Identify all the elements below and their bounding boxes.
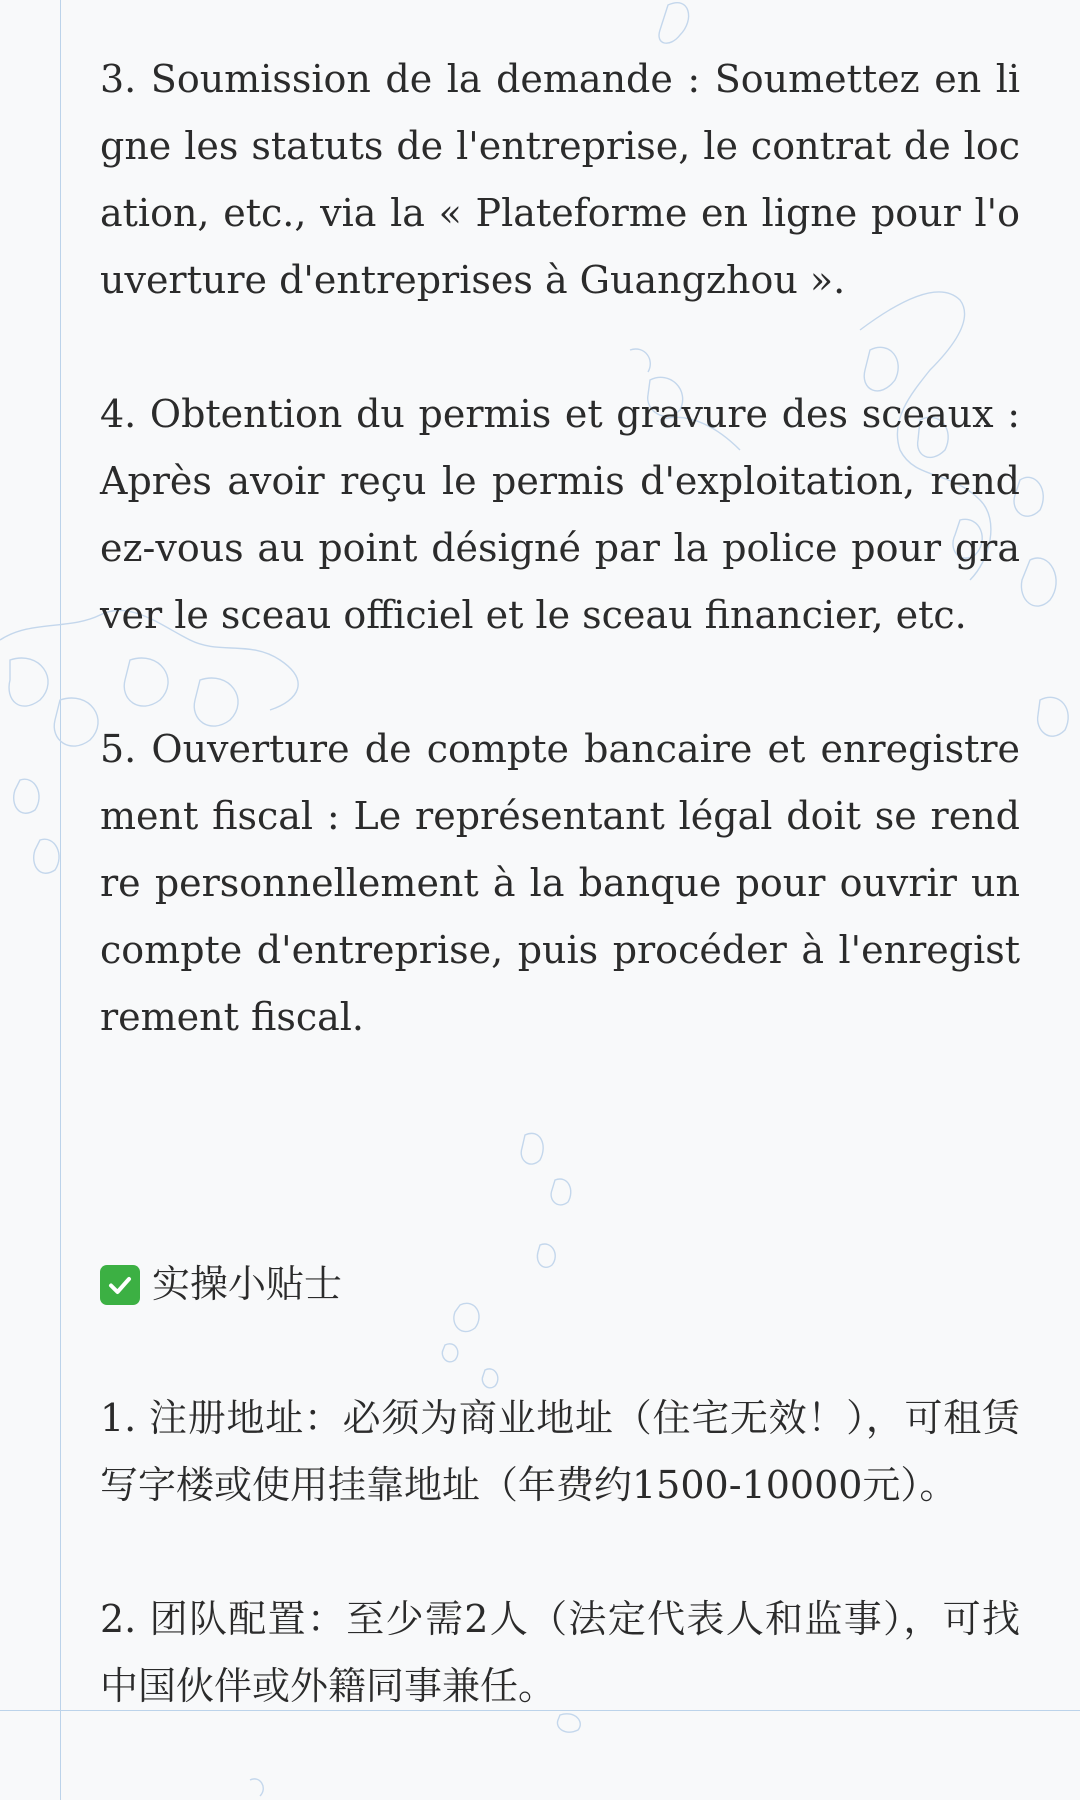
step-3-paragraph: 3. Soumission de la demande : Soumettez en ligne les statuts de l'entreprise, le contrat de location, etc., via la « Plateforme en ligne pour l'ouverture d'entreprises à Guangzhou ». (100, 57, 1020, 302)
check-mark-icon (100, 1265, 140, 1305)
document-content (100, 46, 1020, 1720)
tips-heading-text: 实操小贴士 (152, 1262, 343, 1306)
tip-2-paragraph: 2. 团队配置：至少需2人（法定代表人和监事），可找中国伙伴或外籍同事兼任。 (100, 1597, 1020, 1708)
step-4-paragraph: 4. Obtention du permis et gravure des sceaux : Après avoir reçu le permis d'exploitation, rendez-vous au point désigné par la police pour graver le sceau officiel et le sceau financier, etc. (100, 392, 1020, 637)
tips-heading (100, 1251, 1020, 1318)
step-5-paragraph: 5. Ouverture de compte bancaire et enregistrement fiscal : Le représentant légal doit se rendre personnellement à la banque pour ouvrir un compte d'entreprise, puis procéder à l'enregistrement fiscal. (100, 727, 1020, 1039)
margin-rule (60, 0, 61, 1800)
tip-1-paragraph: 1. 注册地址：必须为商业地址（住宅无效！），可租赁写字楼或使用挂靠地址（年费约1500-10000元）。 (100, 1396, 1020, 1507)
